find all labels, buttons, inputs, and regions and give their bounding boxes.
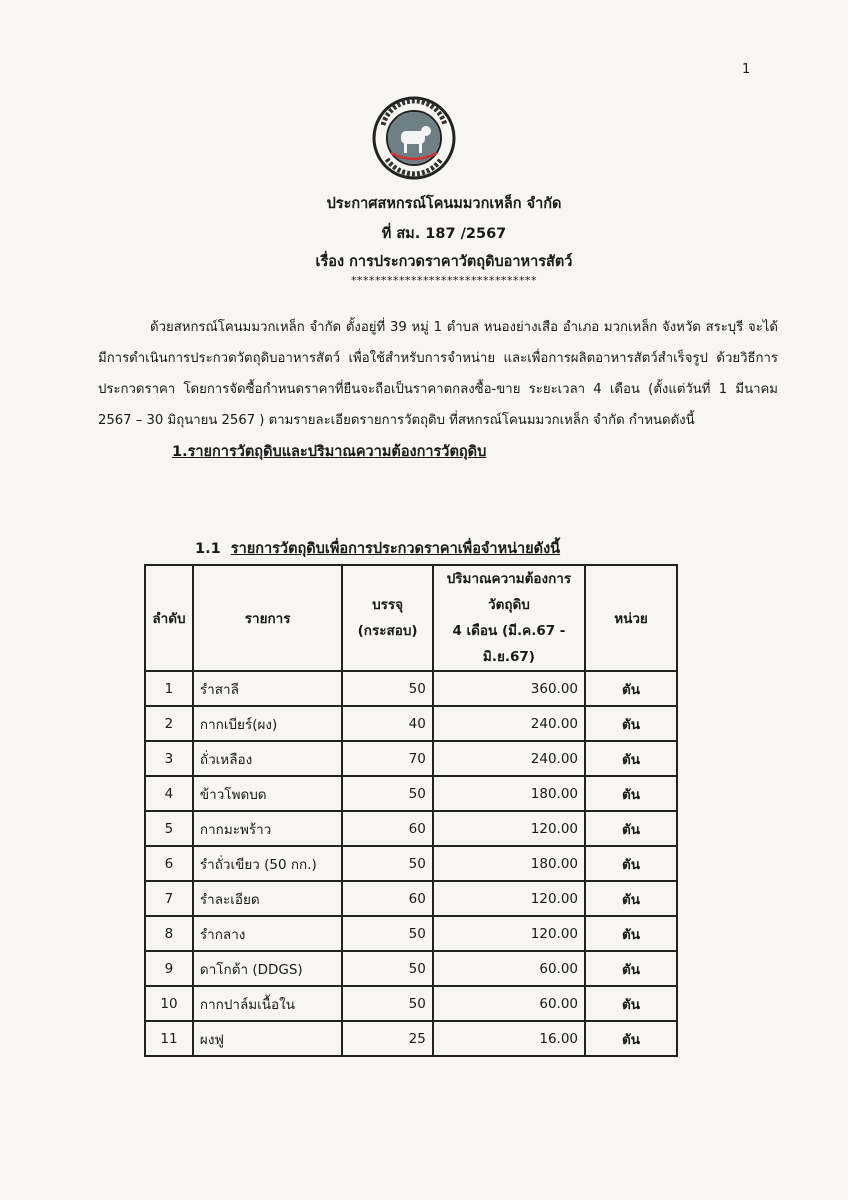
intro-text: ด้วยสหกรณ์โคนมมวกเหล็ก จำกัด ตั้งอยู่ที่ 39 หมู่ 1 ตำบล หนองย่างเสือ อำเภอ มวกเหล็ก จังหวัด สระบุรี จะได้มีการดำเนินการประกวดวัตถุดิบอาหารสัตว์ เพื่อใช้สำหรับการจำหน่าย และเพื่อการผลิตอาหารสัตว์สำเร็จรูป ด้วยวิธีการประกวดราคา โดยการจัดซื้อกำหนดราคาที่ยืนจะถือเป็นราคาตกลงซื้อ-ขาย ระยะเวลา 4 เดือน (ตั้งแต่วันที่ 1 มีนาคม 2567 – 30 มิถุนายน 2567 ) ตามรายละเอียดรายการวัตถุดิบ ที่สหกรณ์โคนมมวกเหล็ก จำกัด กำหนดดังนี้ [98,320,778,428]
row-no: 7 [145,881,193,916]
row-qty: 120.00 [433,916,585,951]
row-unit: ตัน [585,811,677,846]
row-unit: ตัน [585,671,677,706]
header-pack-line1: บรรจุ [372,597,404,613]
row-unit: ตัน [585,986,677,1021]
intro-paragraph [98,312,778,436]
row-pack: 70 [342,741,432,776]
row-pack: 50 [342,951,432,986]
row-unit: ตัน [585,1021,677,1056]
row-qty: 60.00 [433,951,585,986]
row-name: รำละเอียด [193,881,342,916]
row-qty: 120.00 [433,811,585,846]
row-no: 8 [145,916,193,951]
row-unit: ตัน [585,776,677,811]
row-unit: ตัน [585,951,677,986]
row-pack: 50 [342,846,432,881]
sub-heading [195,537,560,560]
table-row [145,916,677,951]
row-pack: 50 [342,986,432,1021]
row-qty: 60.00 [433,986,585,1021]
announcement-subject: เรื่อง การประกวดราคาวัตถุดิบอาหารสัตว์ [315,254,573,270]
header-qty-line2: 4 เดือน (มี.ค.67 - มิ.ย.67) [452,623,566,665]
row-name: ผงฟู [193,1021,342,1056]
header-name: รายการ [193,565,342,671]
table-row [145,1021,677,1056]
row-unit: ตัน [585,846,677,881]
row-no: 4 [145,776,193,811]
row-qty: 180.00 [433,846,585,881]
table-row [145,706,677,741]
table-row [145,986,677,1021]
header-qty-line1: ปริมาณความต้องการวัตถุดิบ [446,571,572,613]
row-no: 9 [145,951,193,986]
row-name: ดาโกต้า (DDGS) [193,951,342,986]
table-row [145,881,677,916]
row-no: 5 [145,811,193,846]
header-no: ลำดับ [145,565,193,671]
star-divider: ******************************* [351,274,537,287]
announcement-number: ที่ สม. 187 /2567 [381,226,507,242]
row-no: 11 [145,1021,193,1056]
row-qty: 240.00 [433,741,585,776]
row-no: 2 [145,706,193,741]
row-no: 1 [145,671,193,706]
row-qty: 16.00 [433,1021,585,1056]
row-unit: ตัน [585,881,677,916]
header-unit: หน่วย [585,565,677,671]
row-no: 10 [145,986,193,1021]
table-row [145,951,677,986]
row-name: กากปาล์มเนื้อใน [193,986,342,1021]
row-pack: 50 [342,916,432,951]
announcement-title: ประกาศสหกรณ์โคนมมวกเหล็ก จำกัด [326,196,562,212]
section-heading: 1.รายการวัตถุดิบและปริมาณความต้องการวัตถุดิบ [172,444,487,460]
row-pack: 25 [342,1021,432,1056]
table-row [145,741,677,776]
row-name: ถั่วเหลือง [193,741,342,776]
row-name: รำถั่วเขียว (50 กก.) [193,846,342,881]
row-name: กากมะพร้าว [193,811,342,846]
row-qty: 180.00 [433,776,585,811]
sub-heading-number: 1.1 [195,541,221,557]
row-name: รำกลาง [193,916,342,951]
row-pack: 50 [342,671,432,706]
row-name: ข้าวโพดบด [193,776,342,811]
row-qty: 360.00 [433,671,585,706]
row-name: กากเบียร์(ผง) [193,706,342,741]
materials-table [144,564,678,1057]
header-qty [433,565,585,671]
header-pack-line2: (กระสอบ) [357,623,418,639]
table-row [145,846,677,881]
page-number: 1 [742,62,751,77]
row-pack: 60 [342,811,432,846]
table-header-row [145,565,677,671]
row-pack: 50 [342,776,432,811]
table-row [145,671,677,706]
sub-heading-text: รายการวัตถุดิบเพื่อการประกวดราคาเพื่อจำหน่ายดังนี้ [230,541,561,557]
table-row [145,776,677,811]
table-row [145,811,677,846]
row-pack: 60 [342,881,432,916]
row-no: 3 [145,741,193,776]
row-unit: ตัน [585,916,677,951]
row-unit: ตัน [585,706,677,741]
cooperative-seal-logo [371,95,457,181]
header-pack [342,565,432,671]
row-pack: 40 [342,706,432,741]
row-unit: ตัน [585,741,677,776]
row-qty: 120.00 [433,881,585,916]
row-no: 6 [145,846,193,881]
row-qty: 240.00 [433,706,585,741]
row-name: รำสาลี [193,671,342,706]
